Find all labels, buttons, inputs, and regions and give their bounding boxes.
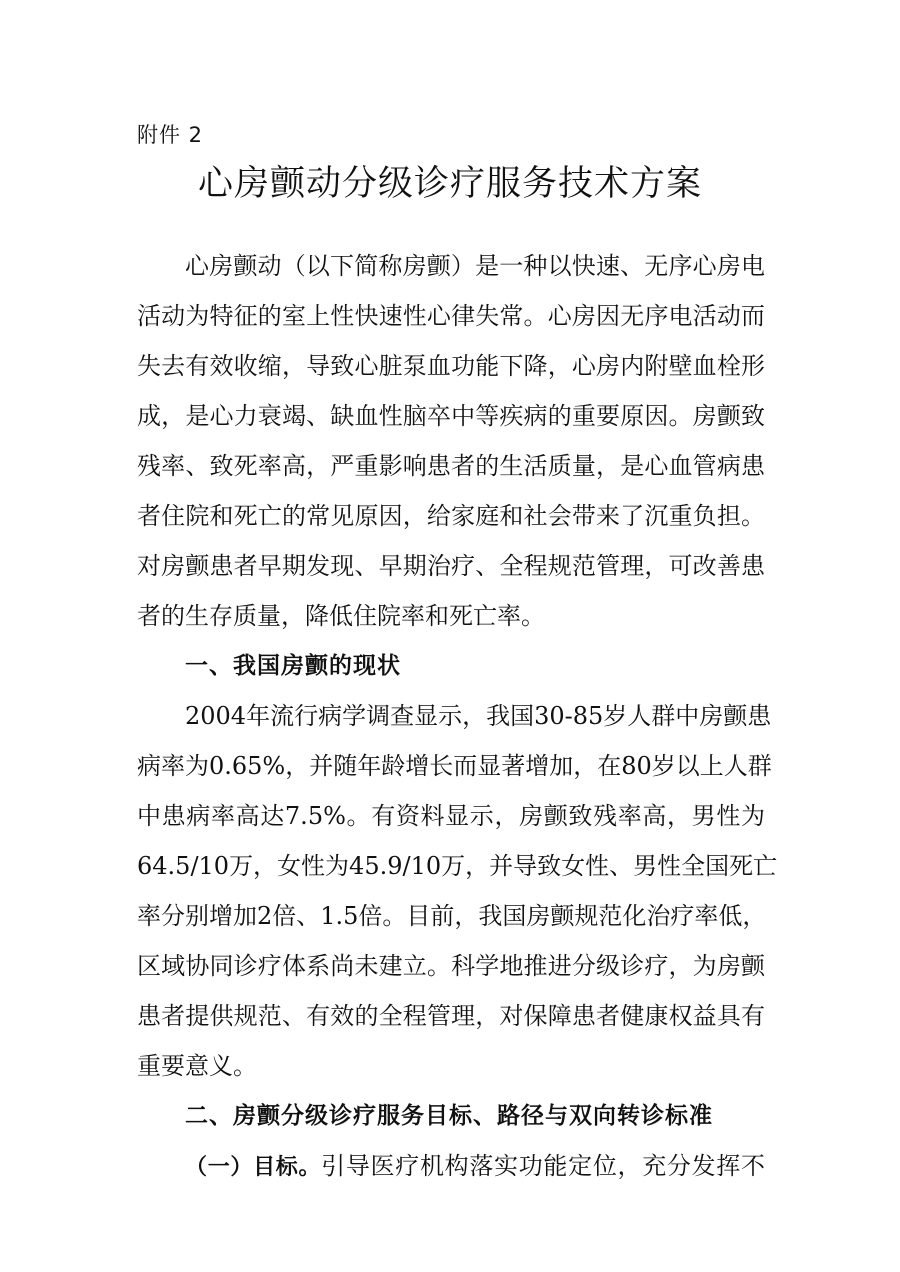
subsection-text: 引导医疗机构落实功能定位，充分发挥不	[321, 1152, 765, 1180]
section-heading: 二、房颤分级诊疗服务目标、路径与双向转诊标准	[185, 1103, 713, 1129]
attachment-label: 附件 2	[137, 123, 204, 147]
paragraph-line: 2004年流行病学调查显示，我国30-85岁人群中房颤患	[185, 702, 772, 730]
paragraph-line: 对房颤患者早期发现、早期治疗、全程规范管理，可改善患	[137, 552, 765, 580]
paragraph-line: 者的生存质量，降低住院率和死亡率。	[137, 602, 545, 630]
paragraph-line: 残率、致死率高，严重影响患者的生活质量，是心血管病患	[137, 452, 765, 480]
paragraph-line: 病率为0.65%，并随年龄增长而显著增加，在80岁以上人群	[137, 752, 772, 780]
paragraph-line: 失去有效收缩，导致心脏泵血功能下降，心房内附壁血栓形	[137, 352, 765, 380]
paragraph-line: 率分别增加2倍、1.5倍。目前，我国房颤规范化治疗率低，	[137, 902, 767, 930]
section-heading: 一、我国房颤的现状	[185, 653, 401, 679]
paragraph-line: 心房颤动（以下简称房颤）是一种以快速、无序心房电	[185, 252, 765, 280]
paragraph-line: 区域协同诊疗体系尚未建立。科学地推进分级诊疗，为房颤	[137, 952, 765, 980]
paragraph-line: 患者提供规范、有效的全程管理，对保障患者健康权益具有	[137, 1002, 765, 1030]
paragraph-line: 活动为特征的室上性快速性心律失常。心房因无序电活动而	[137, 302, 765, 330]
paragraph-line: 成，是心力衰竭、缺血性脑卒中等疾病的重要原因。房颤致	[137, 402, 765, 430]
paragraph-line: 64.5/10万，女性为45.9/10万，并导致女性、男性全国死亡	[137, 852, 778, 880]
paragraph-line: 中患病率高达7.5%。有资料显示，房颤致残率高，男性为	[137, 802, 765, 830]
paragraph-line: 重要意义。	[137, 1052, 257, 1080]
document-title: 心房颤动分级诊疗服务技术方案	[197, 164, 702, 204]
subsection-label: （一）目标。	[185, 1155, 322, 1180]
paragraph-line: 者住院和死亡的常见原因，给家庭和社会带来了沉重负担。	[137, 502, 765, 530]
paragraph-line	[185, 1146, 765, 1186]
